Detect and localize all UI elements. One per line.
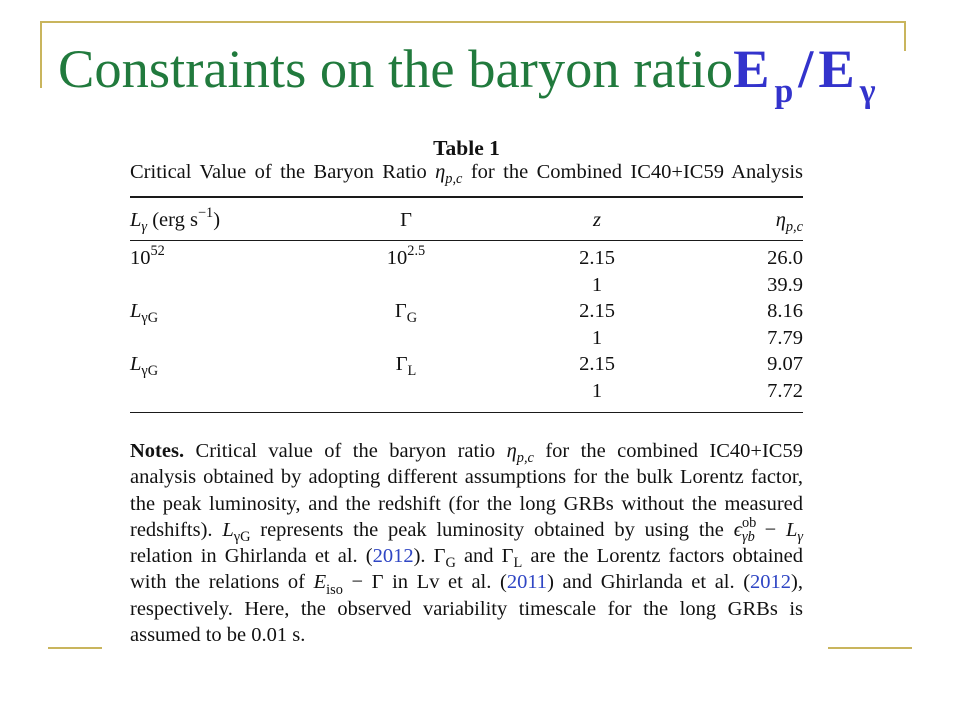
epsilon-subscript: γb <box>741 529 755 546</box>
table-row <box>130 325 803 352</box>
notes-line <box>130 464 803 490</box>
luminosity-subscript: γG <box>233 529 251 546</box>
formula-denominator-subscript: γ <box>859 73 881 111</box>
lorentz-factor-base: 10 <box>386 247 408 269</box>
formula-numerator: E <box>733 38 775 99</box>
slide-title-text: Constraints on the baryon ratio <box>58 38 734 99</box>
notes-text: − Γ in Lv et al. ( <box>342 571 507 594</box>
table-notes <box>130 438 803 648</box>
table-header-row <box>130 205 803 236</box>
eta-subscript: p,c <box>516 450 534 467</box>
notes-label: Notes. <box>130 440 185 462</box>
cell-redshift: 2.15 <box>579 353 615 375</box>
luminosity-subscript: γG <box>141 310 159 327</box>
notes-text: respectively. Here, the observed variability timescale for the long GRBs is <box>130 597 803 620</box>
formula-slash: / <box>798 38 819 99</box>
lorentz-factor-symbol: Γ <box>395 353 408 375</box>
lorentz-factor-exponent: 2.5 <box>407 243 426 260</box>
luminosity-symbol: L <box>130 300 142 322</box>
notes-text: represents the peak luminosity obtained by using the <box>250 518 734 541</box>
header-baryon-ratio <box>775 207 803 236</box>
epsilon-symbol: ϵ <box>733 518 742 541</box>
notes-text: − <box>754 518 786 541</box>
notes-line <box>130 596 803 622</box>
notes-text: Critical value of the baryon ratio <box>184 440 507 462</box>
cell-lorentz-factor <box>356 351 456 378</box>
citation-year-link: 2012 <box>372 545 414 568</box>
cell-redshift: 2.15 <box>579 300 615 322</box>
luminosity-symbol: L <box>785 518 798 541</box>
luminosity-subscript: γ <box>797 529 803 546</box>
cell-lorentz-factor <box>356 298 456 325</box>
header-lorentz-factor: Γ <box>400 209 412 231</box>
table-row <box>130 351 803 378</box>
table-top-rule <box>130 196 803 198</box>
citation-year-link: 2012 <box>750 571 792 594</box>
eta-symbol: η <box>435 161 446 183</box>
cell-baryon-ratio: 9.07 <box>767 353 803 375</box>
notes-text: and <box>455 545 502 568</box>
eta-symbol: η <box>775 209 786 231</box>
lorentz-factor-subscript: G <box>445 555 456 572</box>
lorentz-factor-symbol: Γ <box>501 545 514 568</box>
caption-text: Critical Value of the Baryon Ratio <box>130 161 436 183</box>
table-row <box>130 298 803 325</box>
notes-text: analysis obtained by adopting different assumptions for the bulk Lorentz factor, <box>130 466 803 489</box>
cell-baryon-ratio: 8.16 <box>767 300 803 322</box>
cell-redshift: 1 <box>591 379 603 402</box>
right-accent-line <box>904 21 906 51</box>
notes-text: the peak luminosity, and the redshift (for the long GRBs without the measured <box>130 492 803 515</box>
cell-luminosity <box>130 351 158 378</box>
lorentz-factor-subscript: L <box>407 363 417 380</box>
header-luminosity <box>130 205 221 236</box>
energy-symbol: E <box>313 571 327 594</box>
cell-redshift: 2.15 <box>579 247 615 269</box>
cell-lorentz-factor <box>356 245 456 272</box>
citation-year-link: 2011 <box>506 571 548 594</box>
cell-redshift: 1 <box>591 326 603 349</box>
luminosity-symbol: L <box>130 209 142 231</box>
table-bottom-rule <box>130 412 803 413</box>
bottom-right-accent-line <box>828 647 912 649</box>
table-row <box>130 272 803 299</box>
table-row <box>130 378 803 405</box>
notes-text: with the relations of <box>130 571 314 594</box>
notes-text: are the Lorentz factors obtained <box>522 545 803 568</box>
notes-line <box>130 515 803 546</box>
table-row <box>130 245 803 272</box>
luminosity-base: 10 <box>130 247 151 269</box>
lorentz-factor-subscript: L <box>513 555 523 572</box>
luminosity-unit: (erg s <box>147 209 198 231</box>
table-label: Table 1 <box>433 136 500 160</box>
cell-redshift: 1 <box>591 273 603 296</box>
notes-line <box>130 491 803 517</box>
lorentz-factor-symbol: Γ <box>433 545 446 568</box>
notes-text: ). <box>413 545 434 568</box>
notes-line <box>130 569 803 598</box>
epsilon-indices: obγb <box>741 515 757 546</box>
luminosity-unit-exponent: −1 <box>197 205 214 222</box>
luminosity-unit-close: ) <box>213 209 221 231</box>
formula-denominator: E <box>818 38 860 99</box>
luminosity-subscript: γG <box>141 363 159 380</box>
energy-subscript: iso <box>326 581 343 598</box>
lorentz-factor-symbol: Γ <box>394 300 407 322</box>
notes-text: assumed to be 0.01 s. <box>130 624 306 647</box>
notes-text: relation in Ghirlanda et al. ( <box>130 545 373 568</box>
notes-text: ), <box>791 571 803 594</box>
notes-text: ) and Ghirlanda et al. ( <box>547 571 751 594</box>
bottom-left-accent-line <box>48 647 102 649</box>
notes-line <box>130 622 803 648</box>
formula-numerator-subscript: p <box>774 73 799 111</box>
luminosity-subscript: γ <box>141 219 148 236</box>
table-header-rule <box>130 240 803 241</box>
notes-text: for the combined IC40+IC59 <box>533 440 803 462</box>
notes-text: redshifts). <box>130 518 223 541</box>
table-caption <box>130 160 804 188</box>
luminosity-exponent: 52 <box>150 243 165 260</box>
cell-baryon-ratio: 26.0 <box>767 247 803 269</box>
left-accent-line <box>40 21 42 88</box>
cell-baryon-ratio: 7.79 <box>767 326 803 349</box>
cell-luminosity <box>130 298 158 325</box>
eta-subscript: p,c <box>785 219 803 236</box>
luminosity-symbol: L <box>222 518 234 541</box>
table-figure <box>130 0 803 660</box>
header-redshift: z <box>593 209 601 231</box>
caption-text: for the Combined IC40+IC59 Analysis <box>462 161 804 183</box>
eta-symbol: η <box>506 440 517 462</box>
cell-baryon-ratio: 7.72 <box>767 379 803 402</box>
cell-luminosity <box>130 245 165 272</box>
notes-line <box>130 438 803 467</box>
eta-subscript: p,c <box>445 171 463 188</box>
luminosity-symbol: L <box>130 353 142 375</box>
notes-line <box>130 543 803 572</box>
lorentz-factor-subscript: G <box>406 310 418 327</box>
cell-baryon-ratio: 39.9 <box>767 273 803 296</box>
